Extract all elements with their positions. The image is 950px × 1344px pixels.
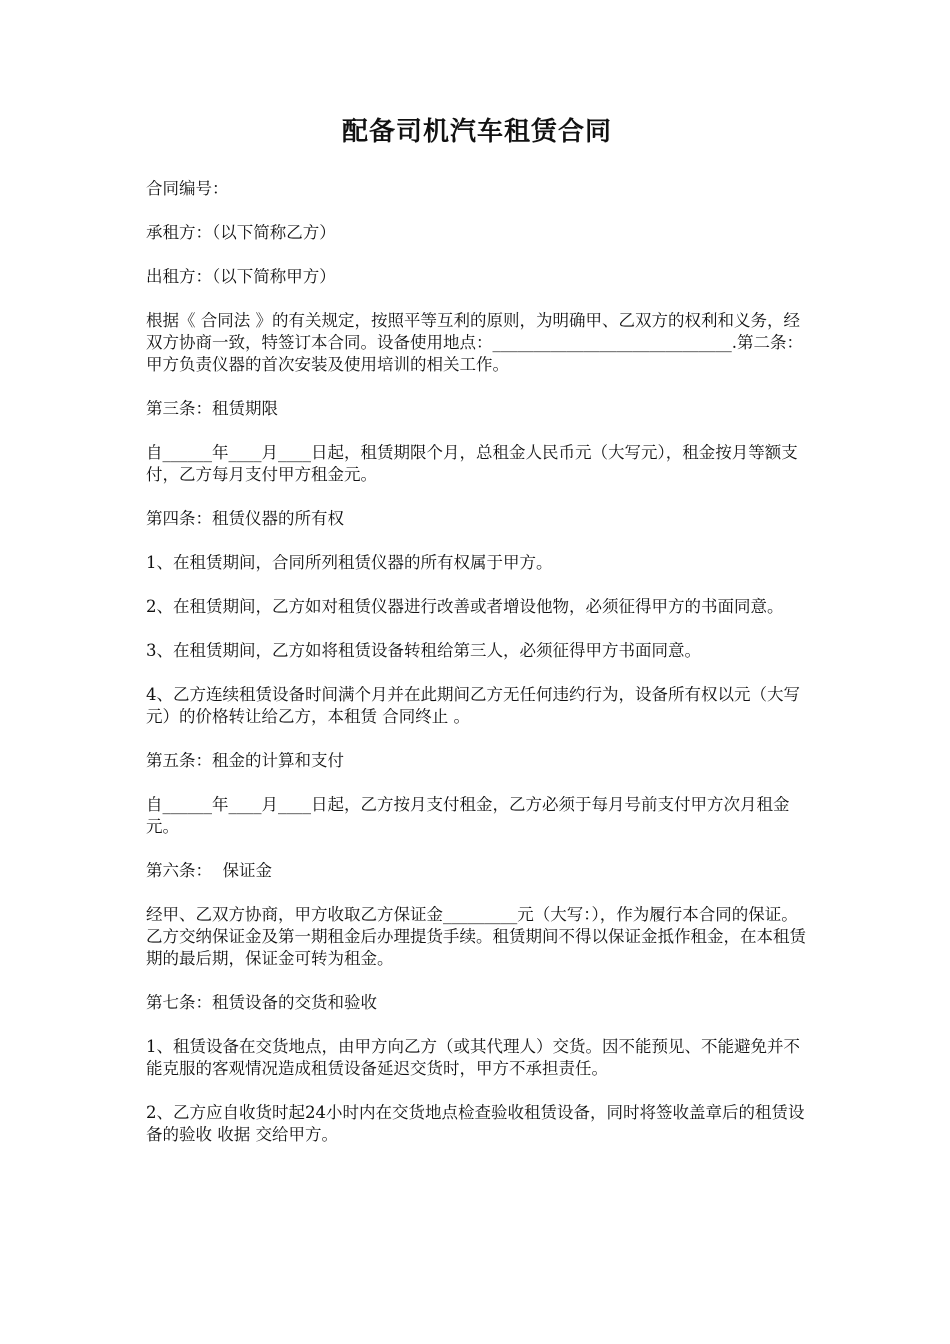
lessee-line: 承租方：（以下简称乙方） [146,223,336,242]
article-7-item-2: 2、乙方应自收货时起24小时内在交货地点检查验收租赁设备，同时将签收盖章后的租赁设备的验收 收据 交给甲方。 [146,1103,805,1144]
article-3-body: 自______年____月____日起，租赁期限个月，总租金人民币元（大写元），租金按月等额支付，乙方每月支付甲方租金元。 [146,443,798,484]
article-6-heading: 第六条： 保证金 [146,861,272,880]
article-7-item-1: 1、租赁设备在交货地点，由甲方向乙方（或其代理人）交货。因不能预见、不能避免并不能克服的客观情况造成租赁设备延迟交货时，甲方不承担责任。 [146,1037,800,1078]
article-7-heading: 第七条：租赁设备的交货和验收 [146,993,377,1012]
article-4-item-3: 3、在租赁期间，乙方如将租赁设备转租给第三人，必须征得甲方书面同意。 [146,641,701,660]
article-5-heading: 第五条：租金的计算和支付 [146,751,344,770]
article-6-body: 经甲、乙双方协商，甲方收取乙方保证金_________元（大写：），作为履行本合同的保证。乙方交纳保证金及第一期租金后办理提货手续。租赁期间不得以保证金抵作租金，在本租赁期的最后期，保证金可转为租金。 [146,905,806,968]
article-4-item-2: 2、在租赁期间，乙方如对租赁仪器进行改善或者增设他物，必须征得甲方的书面同意。 [146,597,784,616]
article-5-body: 自______年____月____日起，乙方按月支付租金，乙方必须于每月号前支付甲方次月租金元。 [146,795,790,836]
preamble-paragraph: 根据《 合同法 》的有关规定，按照平等互利的原则，为明确甲、乙双方的权利和义务，经双方协商一致，特签订本合同。设备使用地点：_____________________________.第二条：甲方负责仪器的首次安装及使用培训的相关工作。 [146,311,803,374]
contract-number: 合同编号： [146,179,229,198]
document-title: 配备司机汽车租赁合同 [341,117,612,147]
document-page [146,112,808,1168]
article-4-item-4: 4、乙方连续租赁设备时间满个月并在此期间乙方无任何违约行为，设备所有权以元（大写元）的价格转让给乙方，本租赁 合同终止 。 [146,685,800,726]
article-3-heading: 第三条：租赁期限 [146,399,278,418]
article-4-heading: 第四条：租赁仪器的所有权 [146,509,344,528]
article-4-item-1: 1、在租赁期间，合同所列租赁仪器的所有权属于甲方。 [146,553,553,572]
lessor-line: 出租方：（以下简称甲方） [146,267,336,286]
